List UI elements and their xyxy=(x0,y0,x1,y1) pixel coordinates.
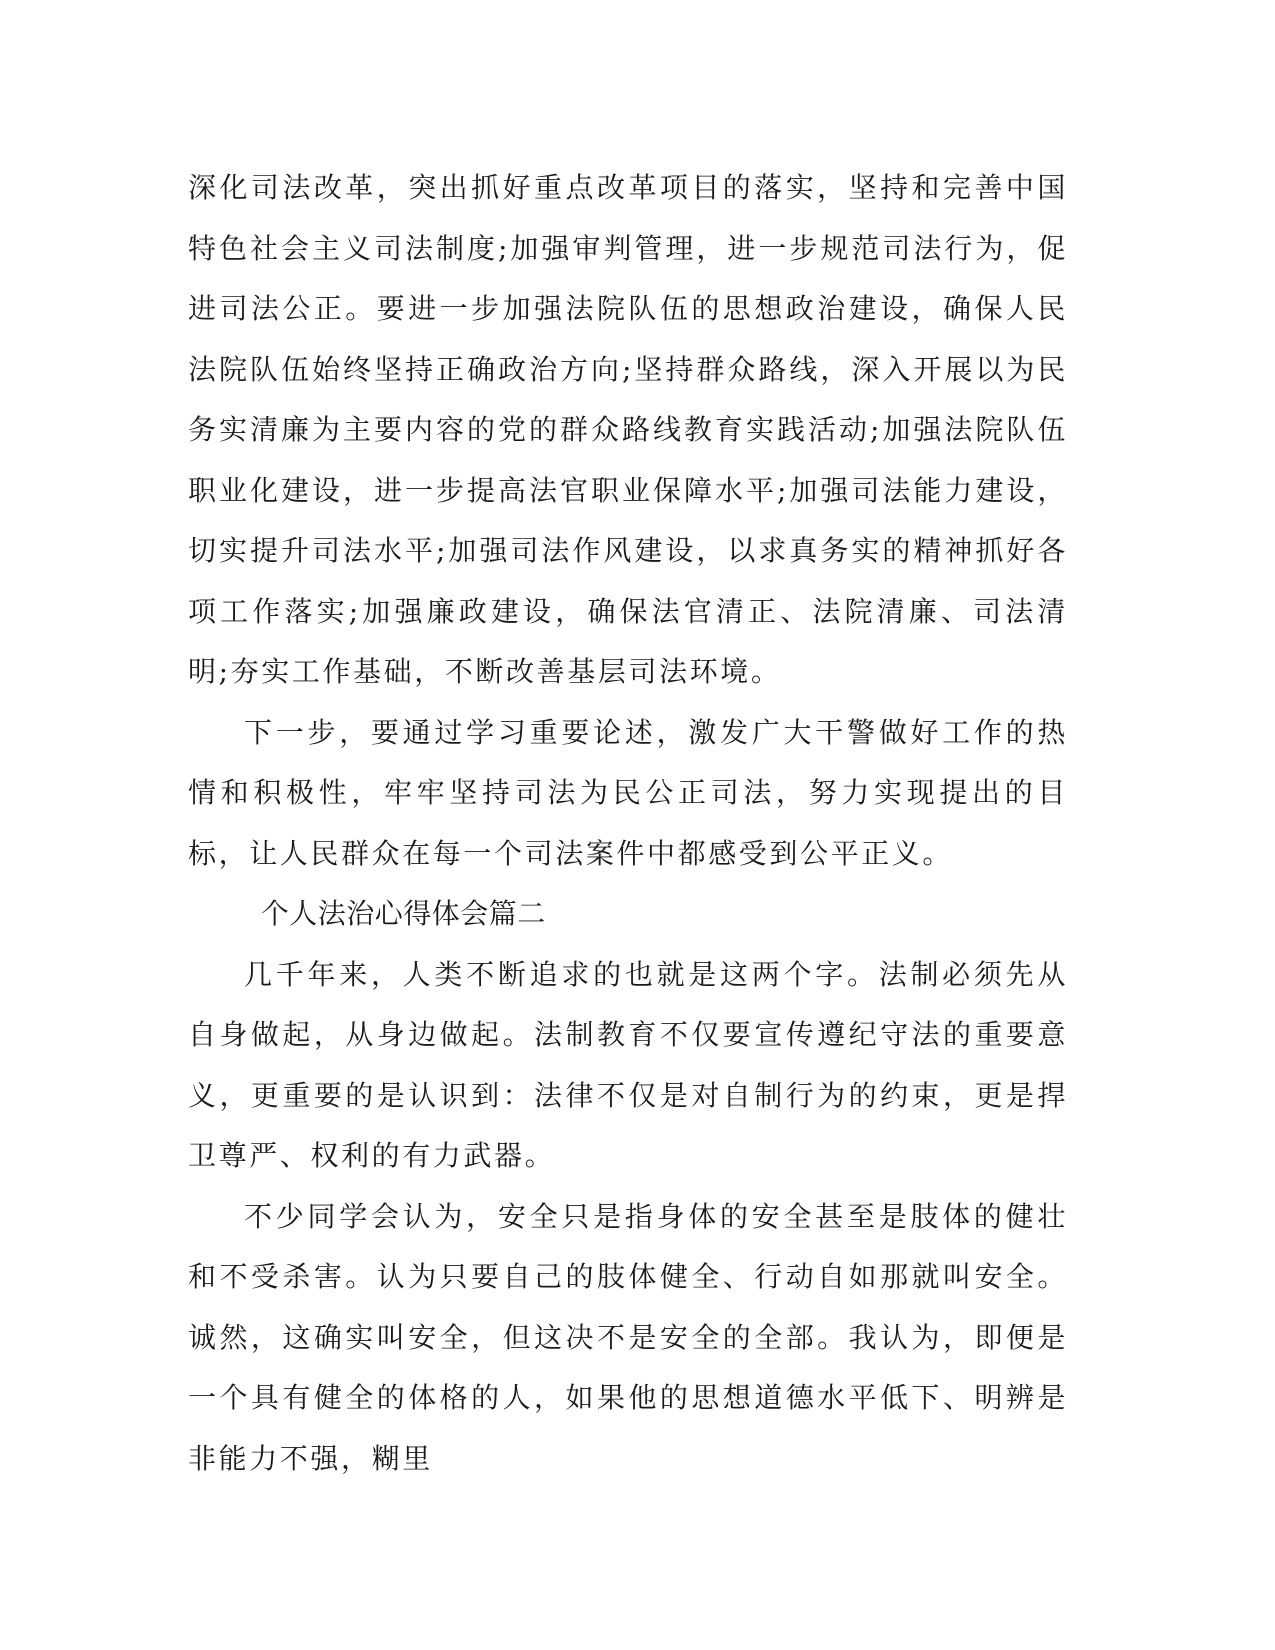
paragraph-4: 不少同学会认为，安全只是指身体的安全甚至是肢体的健壮和不受杀害。认为只要自己的肢体健全、行动自如那就叫安全。诚然，这确实叫安全，但这决不是安全的全部。我认为，即便是一个具有健全的体格的人，如果他的思想道德水平低下、明辨是非能力不强，糊里 xyxy=(188,1199,1068,1475)
section-heading: 个人法治心得体会篇二 xyxy=(260,897,546,930)
document-body xyxy=(188,158,1068,1489)
paragraph-1: 深化司法改革，突出抓好重点改革项目的落实，坚持和完善中国特色社会主义司法制度;加强审判管理，进一步规范司法行为，促进司法公正。要进一步加强法院队伍的思想政治建设，确保人民法院队伍始终坚持正确政治方向;坚持群众路线，深入开展以为民务实清廉为主要内容的党的群众路线教育实践活动;加强法院队伍职业化建设，进一步提高法官职业保障水平;加强司法能力建设，切实提升司法水平;加强司法作风建设，以求真务实的精神抓好各项工作落实;加强廉政建设，确保法官清正、法院清廉、司法清明;夯实工作基础，不断改善基层司法环境。 xyxy=(188,171,1068,688)
paragraph-2: 下一步，要通过学习重要论述，激发广大干警做好工作的热情和积极性，牢牢坚持司法为民公正司法，努力实现提出的目标，让人民群众在每一个司法案件中都感受到公平正义。 xyxy=(188,715,1068,870)
paragraph-3: 几千年来，人类不断追求的也就是这两个字。法制必须先从自身做起，从身边做起。法制教育不仅要宣传遵纪守法的重要意义，更重要的是认识到：法律不仅是对自制行为的约束，更是捍卫尊严、权利的有力武器。 xyxy=(188,957,1068,1172)
